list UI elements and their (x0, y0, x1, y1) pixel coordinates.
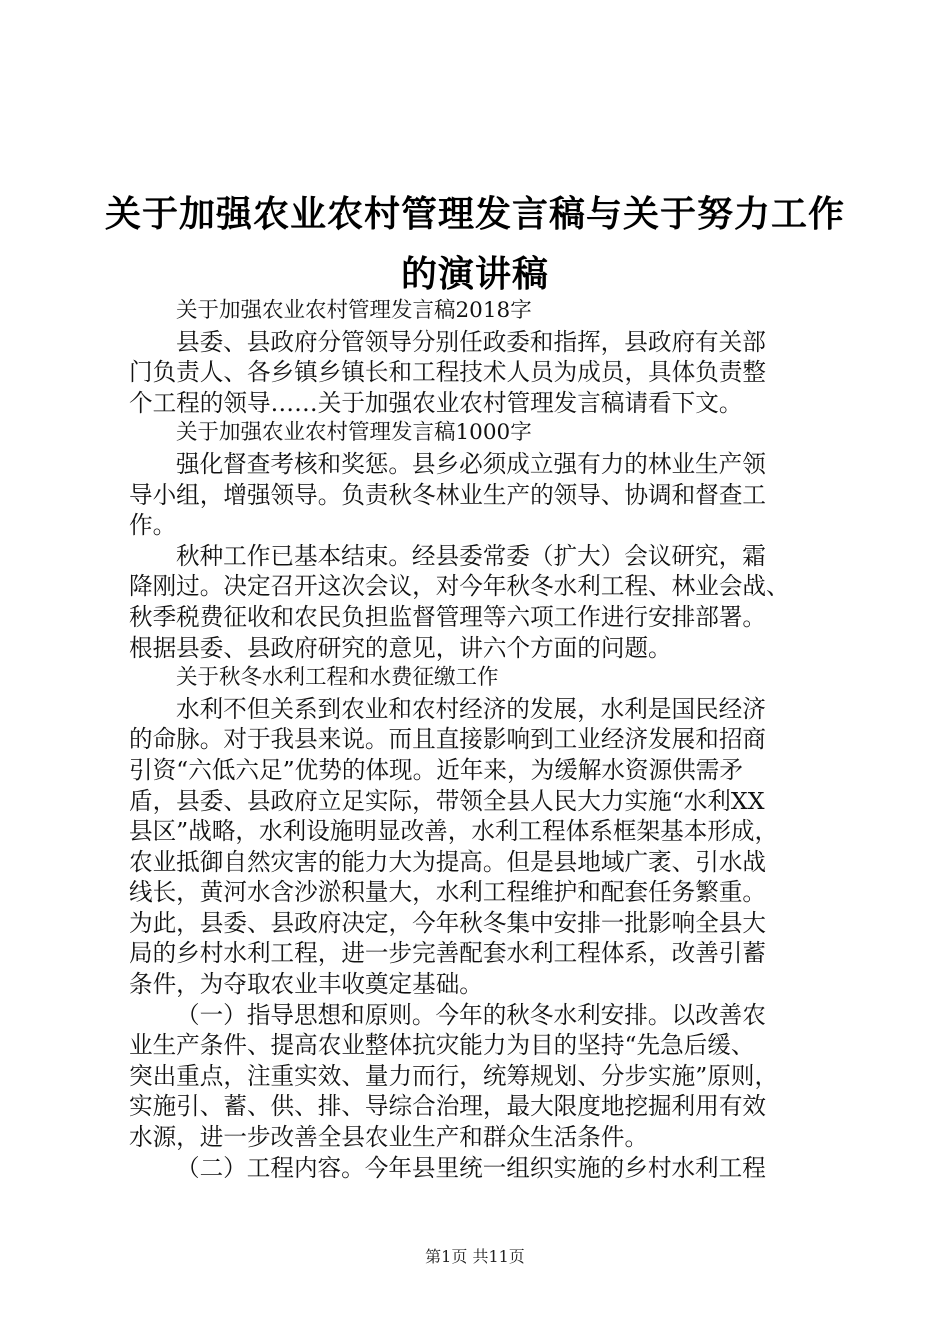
paragraph-line: 线长，黄河水含沙淤积量大，水利工程维护和配套任务繁重。 (129, 878, 767, 907)
paragraph-line: （二）工程内容。今年县里统一组织实施的乡村水利工程 (176, 1153, 766, 1182)
paragraph-line: 水利不但关系到农业和农村经济的发展，水利是国民经济 (176, 694, 766, 723)
paragraph-line: 为此，县委、县政府决定，今年秋冬集中安排一批影响全县大 (129, 908, 767, 937)
paragraph-line: 水源，进一步改善全县农业生产和群众生活条件。 (129, 1123, 649, 1152)
section-heading-line: 关于加强农业农村管理发言稿1000字 (176, 420, 532, 446)
paragraph-line: 门负责人、各乡镇乡镇长和工程技术人员为成员，具体负责整 (129, 358, 767, 387)
section-heading-line: 关于加强农业农村管理发言稿2018字 (176, 298, 532, 323)
paragraph-line: 导小组，增强领导。负责秋冬林业生产的领导、协调和督查工 (129, 480, 767, 509)
document-title-line-2: 的演讲稿 (400, 254, 549, 295)
paragraph-line: 县委、县政府分管领导分别任政委和指挥，县政府有关部 (176, 327, 766, 356)
document-body (129, 296, 829, 1183)
paragraph-line: 个工程的领导……关于加强农业农村管理发言稿请看下文。 (129, 388, 743, 417)
paragraph-line: 引资“六低六足”优势的体现。近年来，为缓解水资源供需矛 (129, 755, 743, 784)
page-footer: 第1页 共11页 (425, 1247, 525, 1266)
paragraph-line: 秋季税费征收和农民负担监督管理等六项工作进行安排部署。 (129, 602, 767, 631)
paragraph-line: 降刚过。决定召开这次会议，对今年秋冬水利工程、林业会战、 (129, 572, 790, 601)
document-title-line-1: 关于加强农业农村管理发言稿与关于努力工作 (104, 194, 845, 235)
paragraph-line: 业生产条件、提高农业整体抗灾能力为目的坚持“先急后缓、 (129, 1031, 755, 1060)
paragraph-line: 突出重点，注重实效、量力而行，统筹规划、分步实施”原则， (129, 1061, 779, 1090)
section-heading-line: 关于秋冬水利工程和水费征缴工作 (176, 665, 499, 691)
paragraph-line: 局的乡村水利工程，进一步完善配套水利工程体系，改善引蓄 (129, 939, 767, 968)
paragraph-line: 盾，县委、县政府立足实际，带领全县人民大力实施“水利XX (129, 786, 765, 815)
paragraph-line: 作。 (129, 511, 177, 540)
paragraph-line: （一）指导思想和原则。今年的秋冬水利安排。以改善农 (176, 1000, 766, 1029)
paragraph-line: 县区”战略，水利设施明显改善，水利工程体系框架基本形成， (129, 817, 779, 846)
paragraph-line: 根据县委、县政府研究的意见，讲六个方面的问题。 (129, 633, 672, 662)
paragraph-line: 实施引、蓄、供、排、导综合治理，最大限度地挖掘利用有效 (129, 1092, 767, 1121)
paragraph-line: 条件，为夺取农业丰收奠定基础。 (129, 970, 483, 999)
paragraph-line: 强化督查考核和奖惩。县乡必须成立强有力的林业生产领 (176, 449, 766, 478)
paragraph-line: 的命脉。对于我县来说。而且直接影响到工业经济发展和招商 (129, 725, 767, 754)
paragraph-line: 农业抵御自然灾害的能力大为提高。但是县地域广袤、引水战 (129, 847, 767, 876)
paragraph-line: 秋种工作已基本结束。经县委常委（扩大）会议研究，霜 (176, 541, 766, 570)
